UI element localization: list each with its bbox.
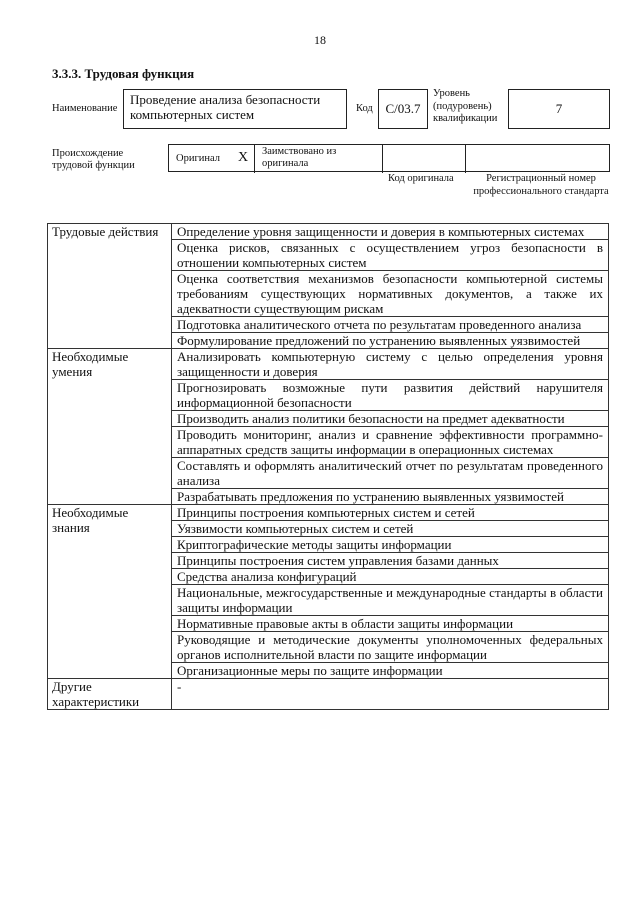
reg-number-caption: Регистрационный номер профессионального стандарта (473, 173, 609, 197)
table-cell: Подготовка аналитического отчета по результатам проведенного анализа (172, 317, 609, 333)
table-cell: Составлять и оформлять аналитический отчет по результатам проведенного анализа (172, 458, 609, 489)
code-label: Код (356, 103, 373, 114)
table-cell: - (172, 679, 609, 710)
function-details-table (47, 223, 609, 710)
table-cell: Прогнозировать возможные пути развития действий нарушителя информационной безопасности (172, 380, 609, 411)
table-cell: Определение уровня защищенности и доверия в компьютерных системах (172, 224, 609, 240)
table-cell: Средства анализа конфигураций (172, 569, 609, 585)
table-cell: Криптографические методы защиты информации (172, 537, 609, 553)
category-cell: Трудовые действия (48, 224, 172, 349)
page-number: 18 (314, 33, 326, 47)
borrowed-label: Заимствовано из оригинала (262, 146, 337, 169)
category-cell: Необходимые умения (48, 349, 172, 505)
origin-label: Происхождение трудовой функции (52, 148, 135, 171)
table-cell: Проводить мониторинг, анализ и сравнение эффективности программно-аппаратных средств защиты информации в операционных системах (172, 427, 609, 458)
table-cell: Принципы построения систем управления базами данных (172, 553, 609, 569)
table-cell: Организационные меры по защите информации (172, 663, 609, 679)
table-row (48, 505, 609, 521)
table-cell: Уязвимости компьютерных систем и сетей (172, 521, 609, 537)
table-cell: Формулирование предложений по устранению выявленных уязвимостей (172, 333, 609, 349)
category-cell: Другие характеристики (48, 679, 172, 710)
function-name-field: Проведение анализа безопасности компьютерных систем (123, 89, 347, 129)
origin-code-caption: Код оригинала (388, 173, 454, 184)
category-cell: Необходимые знания (48, 505, 172, 679)
table-cell: Принципы построения компьютерных систем и сетей (172, 505, 609, 521)
table-cell: Разрабатывать предложения по устранению выявленных уязвимостей (172, 489, 609, 505)
origin-strip (168, 144, 610, 172)
table-row (48, 349, 609, 380)
name-label: Наименование (52, 103, 118, 114)
qualification-level-label: Уровень (подуровень) квалификации (433, 88, 498, 124)
qualification-level-field: 7 (508, 89, 610, 129)
section-title: 3.3.3. Трудовая функция (52, 66, 195, 81)
table-cell: Нормативные правовые акты в области защиты информации (172, 616, 609, 632)
origin-code-cell (383, 145, 466, 173)
function-code-field: C/03.7 (378, 89, 428, 129)
table-cell: Руководящие и методические документы уполномоченных федеральных органов исполнительной власти по защите информации (172, 632, 609, 663)
table-row (48, 224, 609, 240)
table-cell: Оценка рисков, связанных с осуществлением угроз безопасности в отношении компьютерных систем (172, 240, 609, 271)
original-label: Оригинал (176, 153, 220, 164)
table-row (48, 679, 609, 710)
table-cell: Национальные, межгосударственные и международные стандарты в области защиты информации (172, 585, 609, 616)
table-cell: Анализировать компьютерную систему с целью определения уровня защищенности и доверия (172, 349, 609, 380)
original-mark: X (238, 150, 249, 165)
table-cell: Производить анализ политики безопасности на предмет адекватности (172, 411, 609, 427)
table-cell: Оценка соответствия механизмов безопасности компьютерной системы требованиям существующих нормативных документов, а также их адекватности существующим рискам (172, 271, 609, 317)
